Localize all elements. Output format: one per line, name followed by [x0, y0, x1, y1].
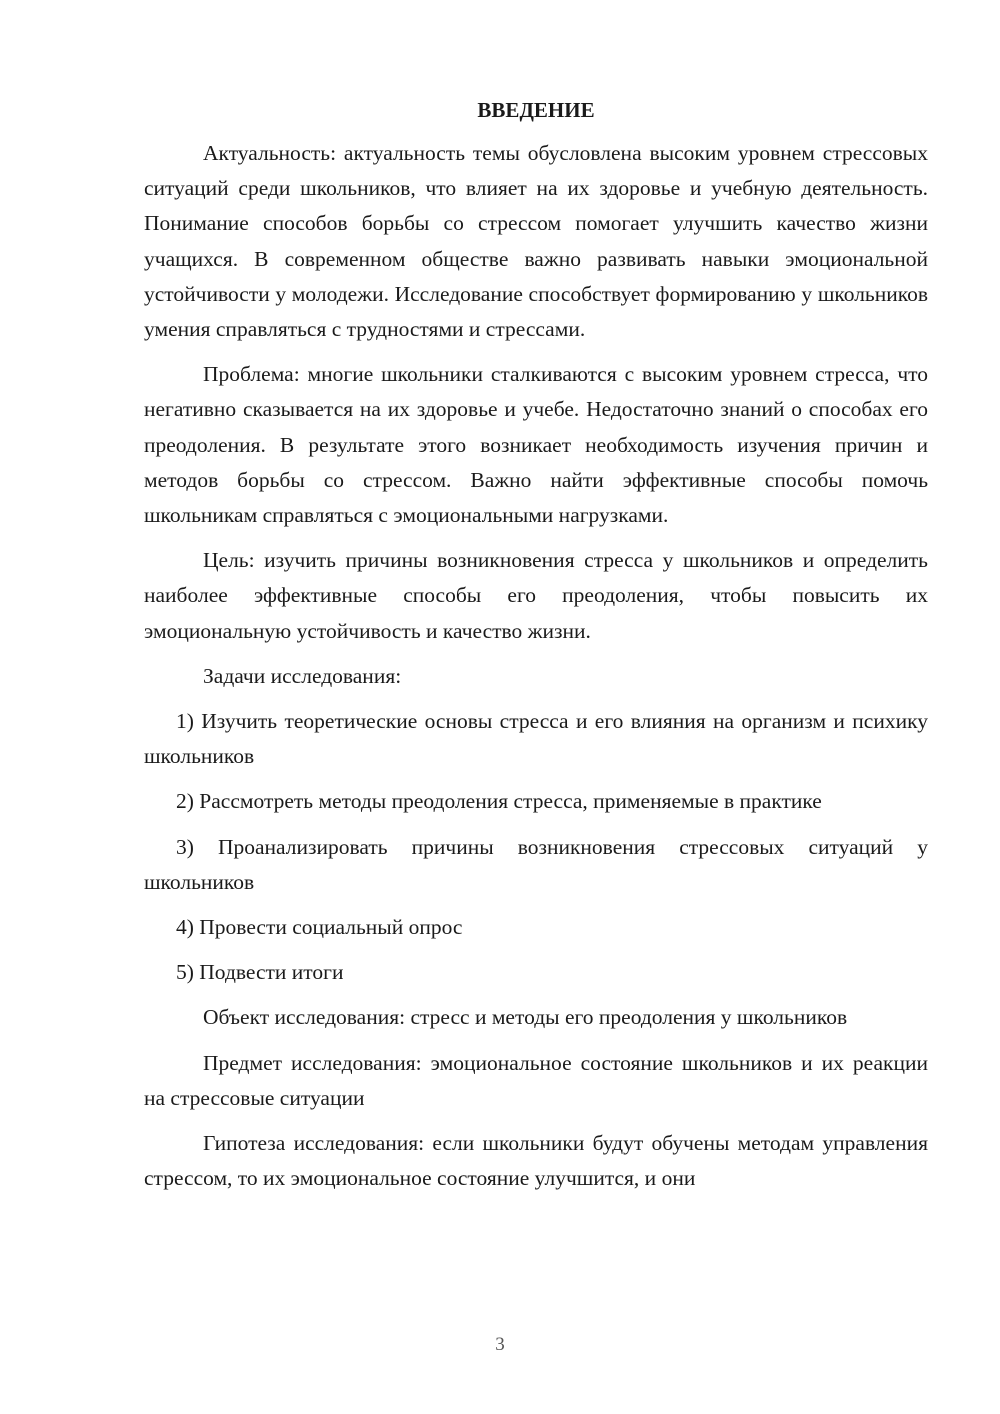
subject-paragraph: Предмет исследования: эмоциональное состояние школьников и их реакции на стрессовые ситуации: [144, 1050, 928, 1110]
relevance-paragraph: Актуальность: актуальность темы обусловлена высоким уровнем стрессовых ситуаций среди школьников, что влияет на их здоровье и учебную деятельность. Понимание способов борьбы со стрессом помогает улучшить качество жизни учащихся. В современном обществе важно развивать навыки эмоциональной устойчивости у молодежи. Исследование способствует формированию у школьников умения справляться с трудностями и стрессами.: [144, 141, 928, 342]
goal-paragraph: Цель: изучить причины возникновения стресса у школьников и определить наиболее эффективные способы его преодоления, чтобы повысить их эмоциональную устойчивость и качество жизни.: [144, 548, 928, 643]
tasks-heading: Задачи исследования:: [203, 663, 402, 688]
tasks-list: [144, 704, 928, 990]
page-content: [144, 94, 928, 1206]
hypothesis-paragraph: Гипотеза исследования: если школьники будут обучены методам управления стрессом, то их эмоциональное состояние улучшится, и они: [144, 1131, 928, 1191]
problem-paragraph: Проблема: многие школьники сталкиваются с высоким уровнем стресса, что негативно сказывается на их здоровье и учебе. Недостаточно знаний о способах его преодоления. В результате этого возникает необходимость изучения причин и методов борьбы со стрессом. Важно найти эффективные способы помочь школьникам справляться с эмоциональными нагрузками.: [144, 362, 928, 528]
page-number: 3: [495, 1334, 505, 1355]
task-item: 4) Провести социальный опрос: [176, 915, 463, 940]
task-item: 1) Изучить теоретические основы стресса и его влияния на организм и психику школьников: [144, 709, 928, 769]
section-heading: ВВЕДЕНИЕ: [477, 98, 595, 122]
task-item: 2) Рассмотреть методы преодоления стресса, применяемые в практике: [176, 789, 822, 814]
task-item: 5) Подвести итоги: [176, 960, 344, 985]
task-item: 3) Проанализировать причины возникновения стрессовых ситуаций у школьников: [144, 834, 928, 894]
object-paragraph: Объект исследования: стресс и методы его преодоления у школьников: [203, 1005, 848, 1030]
